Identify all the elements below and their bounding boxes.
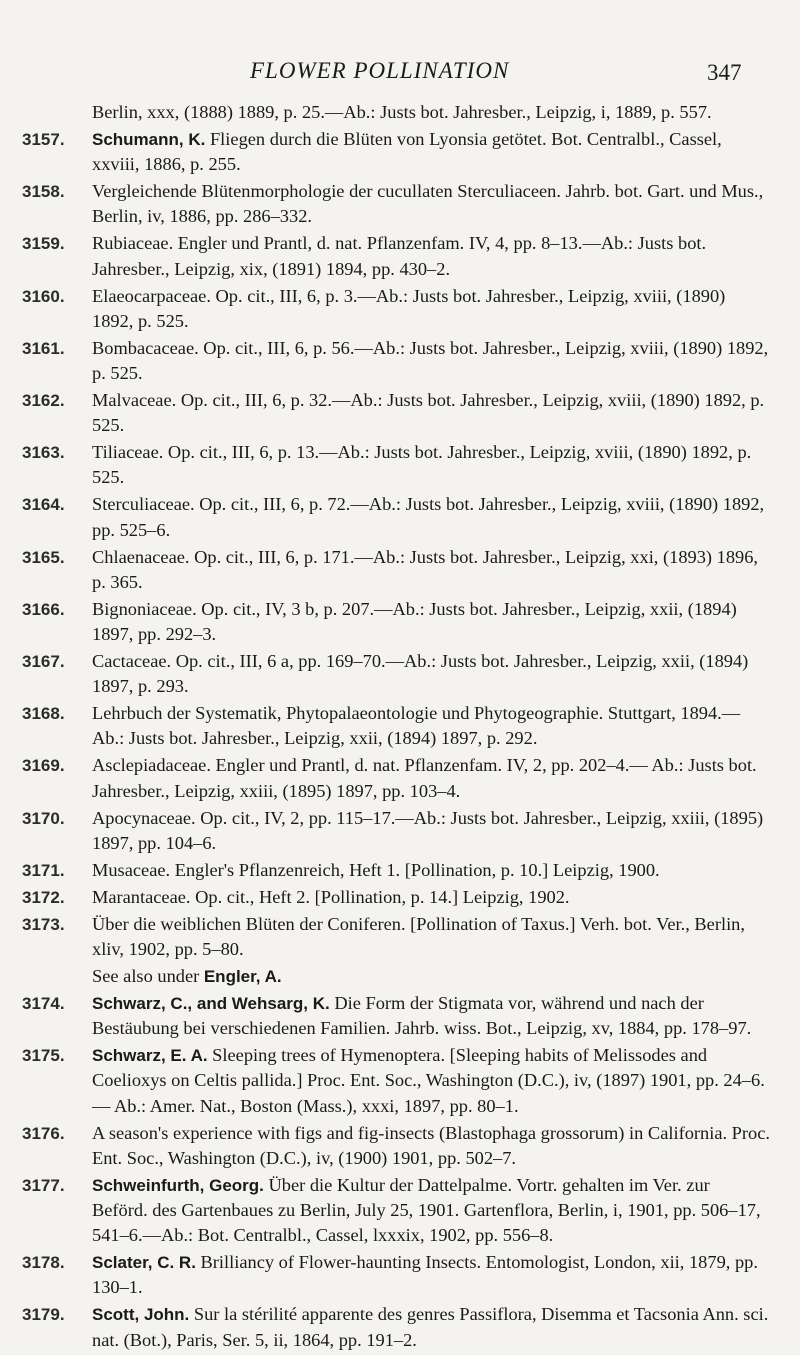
bibliography-entry [0, 753, 800, 803]
entry-text: Sterculiaceae. Op. cit., III, 6, p. 72.—Ab.: Justs bot. Jahresber., Leipzig, xviii, (1890) 1892, pp. 525–6. [92, 494, 765, 540]
bibliography-entry [0, 1302, 800, 1352]
entry-number: 3178. [22, 1253, 65, 1273]
entry-text: Lehrbuch der Systematik, Phytopalaeontologie und Phytogeographie. Stuttgart, 1894.—Ab.: Justs bot. Jahresber., Leipzig, xxii, (1894) 1897, p. 292. [92, 703, 741, 749]
bibliography-list [0, 100, 800, 1355]
bibliography-entry [0, 912, 800, 962]
entry-number: 3172. [22, 887, 65, 907]
entry-number: 3177. [22, 1175, 65, 1195]
entry-number: 3174. [22, 994, 65, 1014]
entry-text: Fliegen durch die Blüten von Lyonsia getötet. Bot. Centralbl., Cassel, xxviii, 1886, p. 255. [92, 129, 722, 175]
entry-number: 3171. [22, 860, 65, 880]
entry-text: Über die weiblichen Blüten der Coniferen. [Pollination of Taxus.] Verh. bot. Ver., Berlin, xliv, 1902, pp. 5–80. [92, 913, 745, 960]
entry-text: Musaceae. Engler's Pflanzenreich, Heft 1. [Pollination, p. 10.] Leipzig, 1900. [92, 859, 660, 880]
bibliography-entry [0, 597, 800, 647]
entry-number: 3159. [22, 234, 65, 254]
bibliography-entry [0, 649, 800, 699]
entry-text: Vergleichende Blütenmorphologie der cucullaten Sterculiaceen. Jahrb. bot. Gart. und Mus., Berlin, iv, 1886, pp. 286–332. [92, 181, 764, 227]
entry-text: Cactaceae. Op. cit., III, 6 a, pp. 169–70.—Ab.: Justs bot. Jahresber., Leipzig, xxii, (1894) 1897, p. 293. [92, 651, 749, 697]
entry-text: Die Form der Stigmata vor, während und nach der Bestäubung bei verschiedenen Familien. Jahrb. wiss. Bot., Leipzig, xv, 1884, pp. 178–97. [92, 993, 752, 1039]
entry-number: 3173. [22, 914, 65, 934]
bibliography-entry [0, 492, 800, 542]
bibliography-entry [0, 806, 800, 856]
entry-number: 3167. [22, 652, 65, 672]
entry-text: Elaeocarpaceae. Op. cit., III, 6, p. 3.—Ab.: Justs bot. Jahresber., Leipzig, xviii, (1890) 1892, p. 525. [92, 285, 726, 331]
entry-text: Apocynaceae. Op. cit., IV, 2, pp. 115–17.—Ab.: Justs bot. Jahresber., Leipzig, xxiii, (1895) 1897, pp. 104–6. [92, 807, 764, 853]
entry-author: Schweinfurth, Georg. [92, 1175, 264, 1195]
entry-number: 3164. [22, 495, 65, 515]
entry-text: A season's experience with figs and fig-insects (Blastophaga grossorum) in California. Proc. Ent. Soc., Washington (D.C.), iv, (1900) 1901, pp. 502–7. [92, 1122, 770, 1168]
entry-author: Scott, John. [92, 1305, 190, 1325]
entry-number: 3170. [22, 808, 65, 828]
entry-text: Marantaceae. Op. cit., Heft 2. [Pollination, p. 14.] Leipzig, 1902. [92, 886, 570, 907]
bibliography-entry [0, 284, 800, 334]
entry-text: Asclepiadaceae. Engler und Prantl, d. nat. Pflanzenfam. IV, 2, pp. 202–4.— Ab.: Justs bot. Jahresber., Leipzig, xxiii, (1895) 1897, pp. 103–4. [92, 755, 757, 801]
bibliography-entry [0, 701, 800, 751]
entry-text: Über die Kultur der Dattelpalme. Vortr. gehalten im Ver. zur Beförd. des Gartenbaues zu Berlin, July 25, 1901. Gartenflora, Berlin, i, 1901, pp. 506–17, 541–6.—Ab.: Bot. Centralbl., Cassel, lxxxix, 1902, pp. 556–8. [92, 1174, 761, 1246]
entry-text: Sleeping trees of Hymenoptera. [Sleeping habits of Melissodes and Coelioxys on Celtis pallida.] Proc. Ent. Soc., Washington (D.C.), iv, (1897) 1901, pp. 24–6. — Ab.: Amer. Nat., Boston (Mass.), xxxi, 1897, pp. 80–1. [92, 1045, 765, 1116]
entry-number: 3163. [22, 443, 65, 463]
bibliography-entry [0, 545, 800, 595]
see-also-note [0, 964, 800, 989]
bibliography-entry [0, 336, 800, 386]
bibliography-entry [0, 991, 800, 1041]
entry-number: 3179. [22, 1305, 65, 1325]
entry-text: Sur la stérilité apparente des genres Passiflora, Disemma et Tacsonia Ann. sci. nat. (Bot.), Paris, Ser. 5, ii, 1864, pp. 191–2. [92, 1304, 769, 1350]
page-number: 347 [707, 60, 742, 85]
entry-number: 3166. [22, 599, 65, 619]
bibliography-entry [0, 858, 800, 883]
bibliography-entry [0, 100, 800, 125]
entry-number: 3161. [22, 338, 65, 358]
entry-number: 3160. [22, 286, 65, 306]
entry-text: Bombacaceae. Op. cit., III, 6, p. 56.—Ab.: Justs bot. Jahresber., Leipzig, xviii, (1890) 1892, p. 525. [92, 337, 769, 384]
bibliography-entry [0, 231, 800, 281]
entry-text: Bignoniaceae. Op. cit., IV, 3 b, p. 207.—Ab.: Justs bot. Jahresber., Leipzig, xxii, (1894) 1897, pp. 292–3. [92, 598, 737, 645]
entry-number: 3175. [22, 1046, 65, 1066]
entry-author: Sclater, C. R. [92, 1253, 196, 1273]
bibliography-entry [0, 1173, 800, 1249]
bibliography-entry [0, 179, 800, 229]
entry-author: Schwarz, C., and Wehsarg, K. [92, 994, 330, 1014]
entry-number: 3176. [22, 1123, 65, 1143]
entry-number: 3169. [22, 756, 65, 776]
entry-author: Schwarz, E. A. [92, 1046, 208, 1066]
entry-text: Brilliancy of Flower-haunting Insects. Entomologist, London, xii, 1879, pp. 130–1. [92, 1252, 758, 1298]
see-also-author: Engler, A. [203, 967, 282, 987]
entry-number: 3168. [22, 704, 65, 724]
bibliography-entry [0, 1043, 800, 1119]
see-also-prefix: See also under [92, 966, 204, 987]
bibliography-entry [0, 388, 800, 438]
entry-author: Schumann, K. [92, 130, 206, 149]
entry-number: 3165. [22, 547, 65, 567]
bibliography-entry [0, 1250, 800, 1300]
entry-text: Rubiaceae. Engler und Prantl, d. nat. Pflanzenfam. IV, 4, pp. 8–13.—Ab.: Justs bot. Jahresber., Leipzig, xix, (1891) 1894, pp. 430–2. [92, 233, 707, 279]
bibliography-entry [0, 440, 800, 490]
entry-text: Chlaenaceae. Op. cit., III, 6, p. 171.—Ab.: Justs bot. Jahresber., Leipzig, xxi, (1893) 1896, p. 365. [92, 546, 759, 592]
bibliography-entry [0, 885, 800, 910]
entry-number: 3158. [22, 182, 65, 202]
entry-text: Tiliaceae. Op. cit., III, 6, p. 13.—Ab.: Justs bot. Jahresber., Leipzig, xviii, (1890) 1892, p. 525. [92, 442, 752, 488]
bibliography-entry [0, 1121, 800, 1171]
page-header [0, 58, 800, 88]
entry-text: Berlin, xxx, (1888) 1889, p. 25.—Ab.: Justs bot. Jahresber., Leipzig, i, 1889, p. 557. [92, 102, 712, 122]
entry-number: 3157. [22, 130, 65, 149]
running-title: FLOWER POLLINATION [250, 58, 510, 83]
entry-text: Malvaceae. Op. cit., III, 6, p. 32.—Ab.: Justs bot. Jahresber., Leipzig, xviii, (1890) 1892, p. 525. [92, 390, 765, 436]
entry-number: 3162. [22, 391, 65, 411]
bibliography-entry [0, 127, 800, 177]
